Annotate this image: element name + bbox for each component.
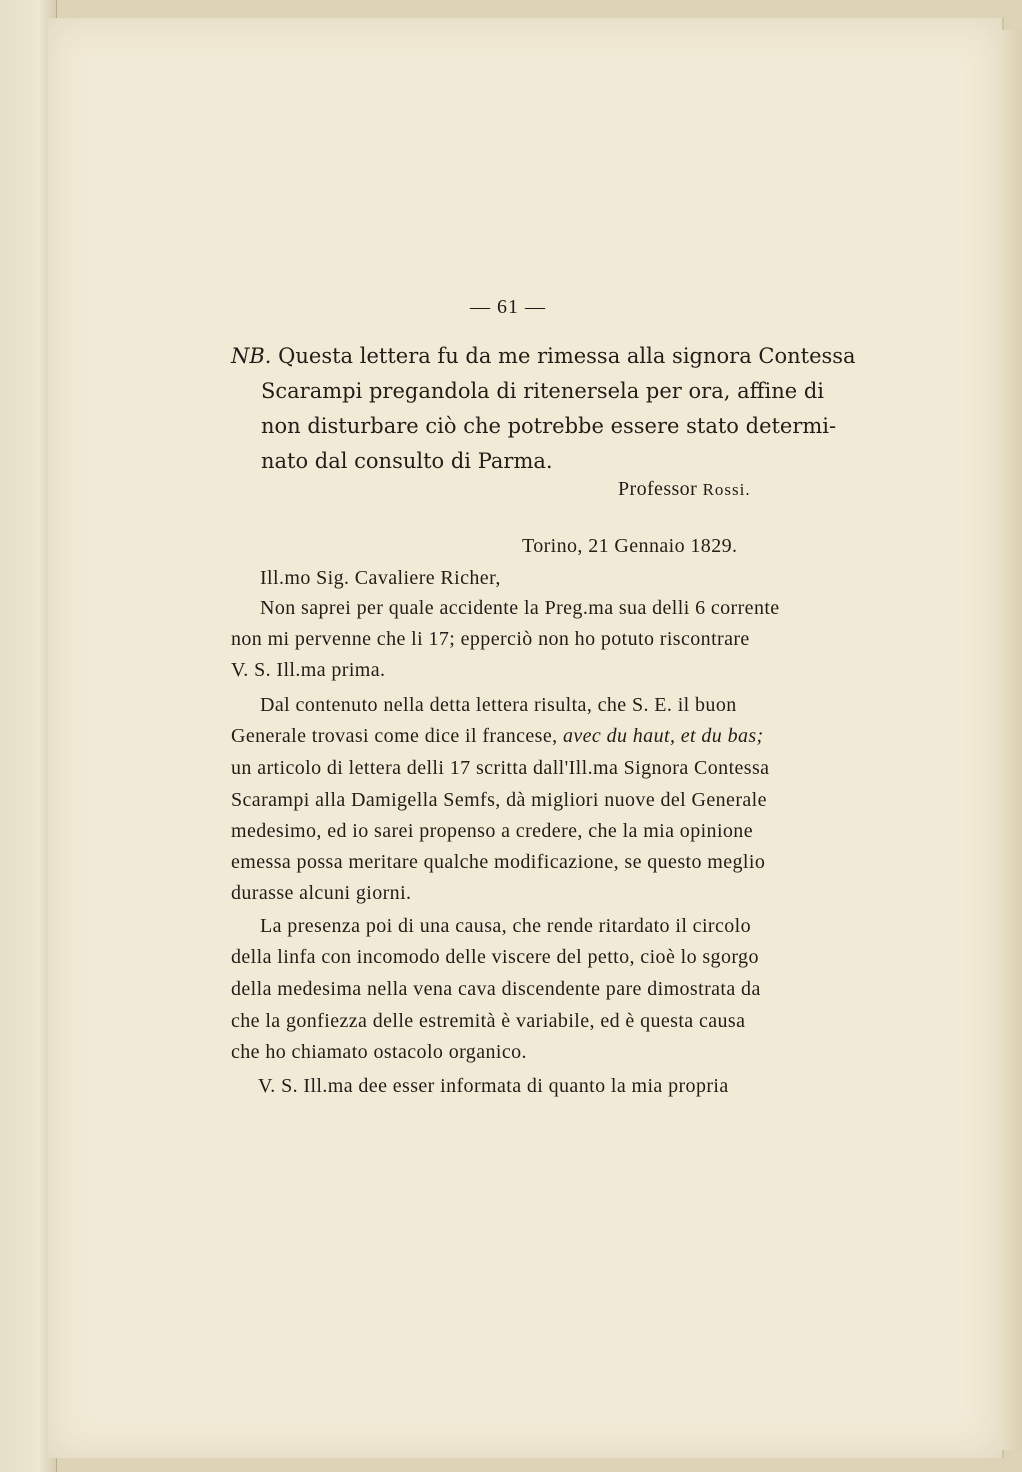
- note-label: NB.: [231, 344, 272, 368]
- letter-line-5: [231, 725, 764, 748]
- letter-line-7: Scarampi alla Damigella Semfs, dà migliori nuove del Generale: [231, 789, 767, 811]
- letter-dateline: Torino, 21 Gennaio 1829.: [522, 535, 738, 557]
- letter-line-9: emessa possa meritare qualche modificazione, se questo meglio: [231, 851, 766, 873]
- page-stack-edge: [1000, 30, 1022, 1450]
- letter-line-6: un articolo di lettera delli 17 scritta dall'Ill.ma Signora Contessa: [231, 757, 770, 779]
- page-number: — 61 —: [470, 296, 546, 318]
- letter-line-14: che la gonfiezza delle estremità è variabile, ed è questa causa: [231, 1010, 746, 1032]
- note-line-2: Scarampi pregandola di ritenersela per ora, affine di: [261, 379, 825, 403]
- letter-line-15: che ho chiamato ostacolo organico.: [231, 1041, 527, 1063]
- letter-line-11: La presenza poi di una causa, che rende ritardato il circolo: [260, 915, 752, 937]
- letter-line-5-italic: avec du haut, et du bas;: [562, 725, 764, 747]
- letter-line-16: V. S. Ill.ma dee esser informata di quanto la mia propria: [258, 1075, 729, 1097]
- note-line-3: non disturbare ciò che potrebbe essere stato determi-: [261, 414, 837, 438]
- letter-line-4: Dal contenuto nella detta lettera risulta, che S. E. il buon: [260, 694, 737, 716]
- note-line-4: nato dal consulto di Parma.: [261, 449, 553, 473]
- letter-line-1: Non saprei per quale accidente la Preg.ma sua delli 6 corrente: [260, 597, 780, 619]
- letter-line-12: della linfa con incomodo delle viscere del petto, cioè lo sgorgo: [231, 946, 759, 968]
- letter-line-13: della medesima nella vena cava discendente pare dimostrata da: [231, 978, 761, 1000]
- letter-line-8: medesimo, ed io sarei propenso a credere, che la mia opinione: [231, 820, 753, 842]
- signature-prefix: Professor: [618, 478, 698, 500]
- note-text-1: Questa lettera fu da me rimessa alla signora Contessa: [278, 344, 856, 368]
- letter-salutation: Ill.mo Sig. Cavaliere Richer,: [260, 567, 501, 589]
- letter-line-3: V. S. Ill.ma prima.: [231, 659, 386, 681]
- letter-line-10: durasse alcuni giorni.: [231, 882, 412, 904]
- letter-line-5-roman: Generale trovasi come dice il francese,: [231, 725, 563, 747]
- note-line-1: [231, 344, 856, 368]
- signature-name: Rossi.: [702, 480, 751, 499]
- note-signature: [618, 478, 751, 501]
- letter-line-2: non mi pervenne che li 17; epperciò non ho potuto riscontrare: [231, 628, 750, 650]
